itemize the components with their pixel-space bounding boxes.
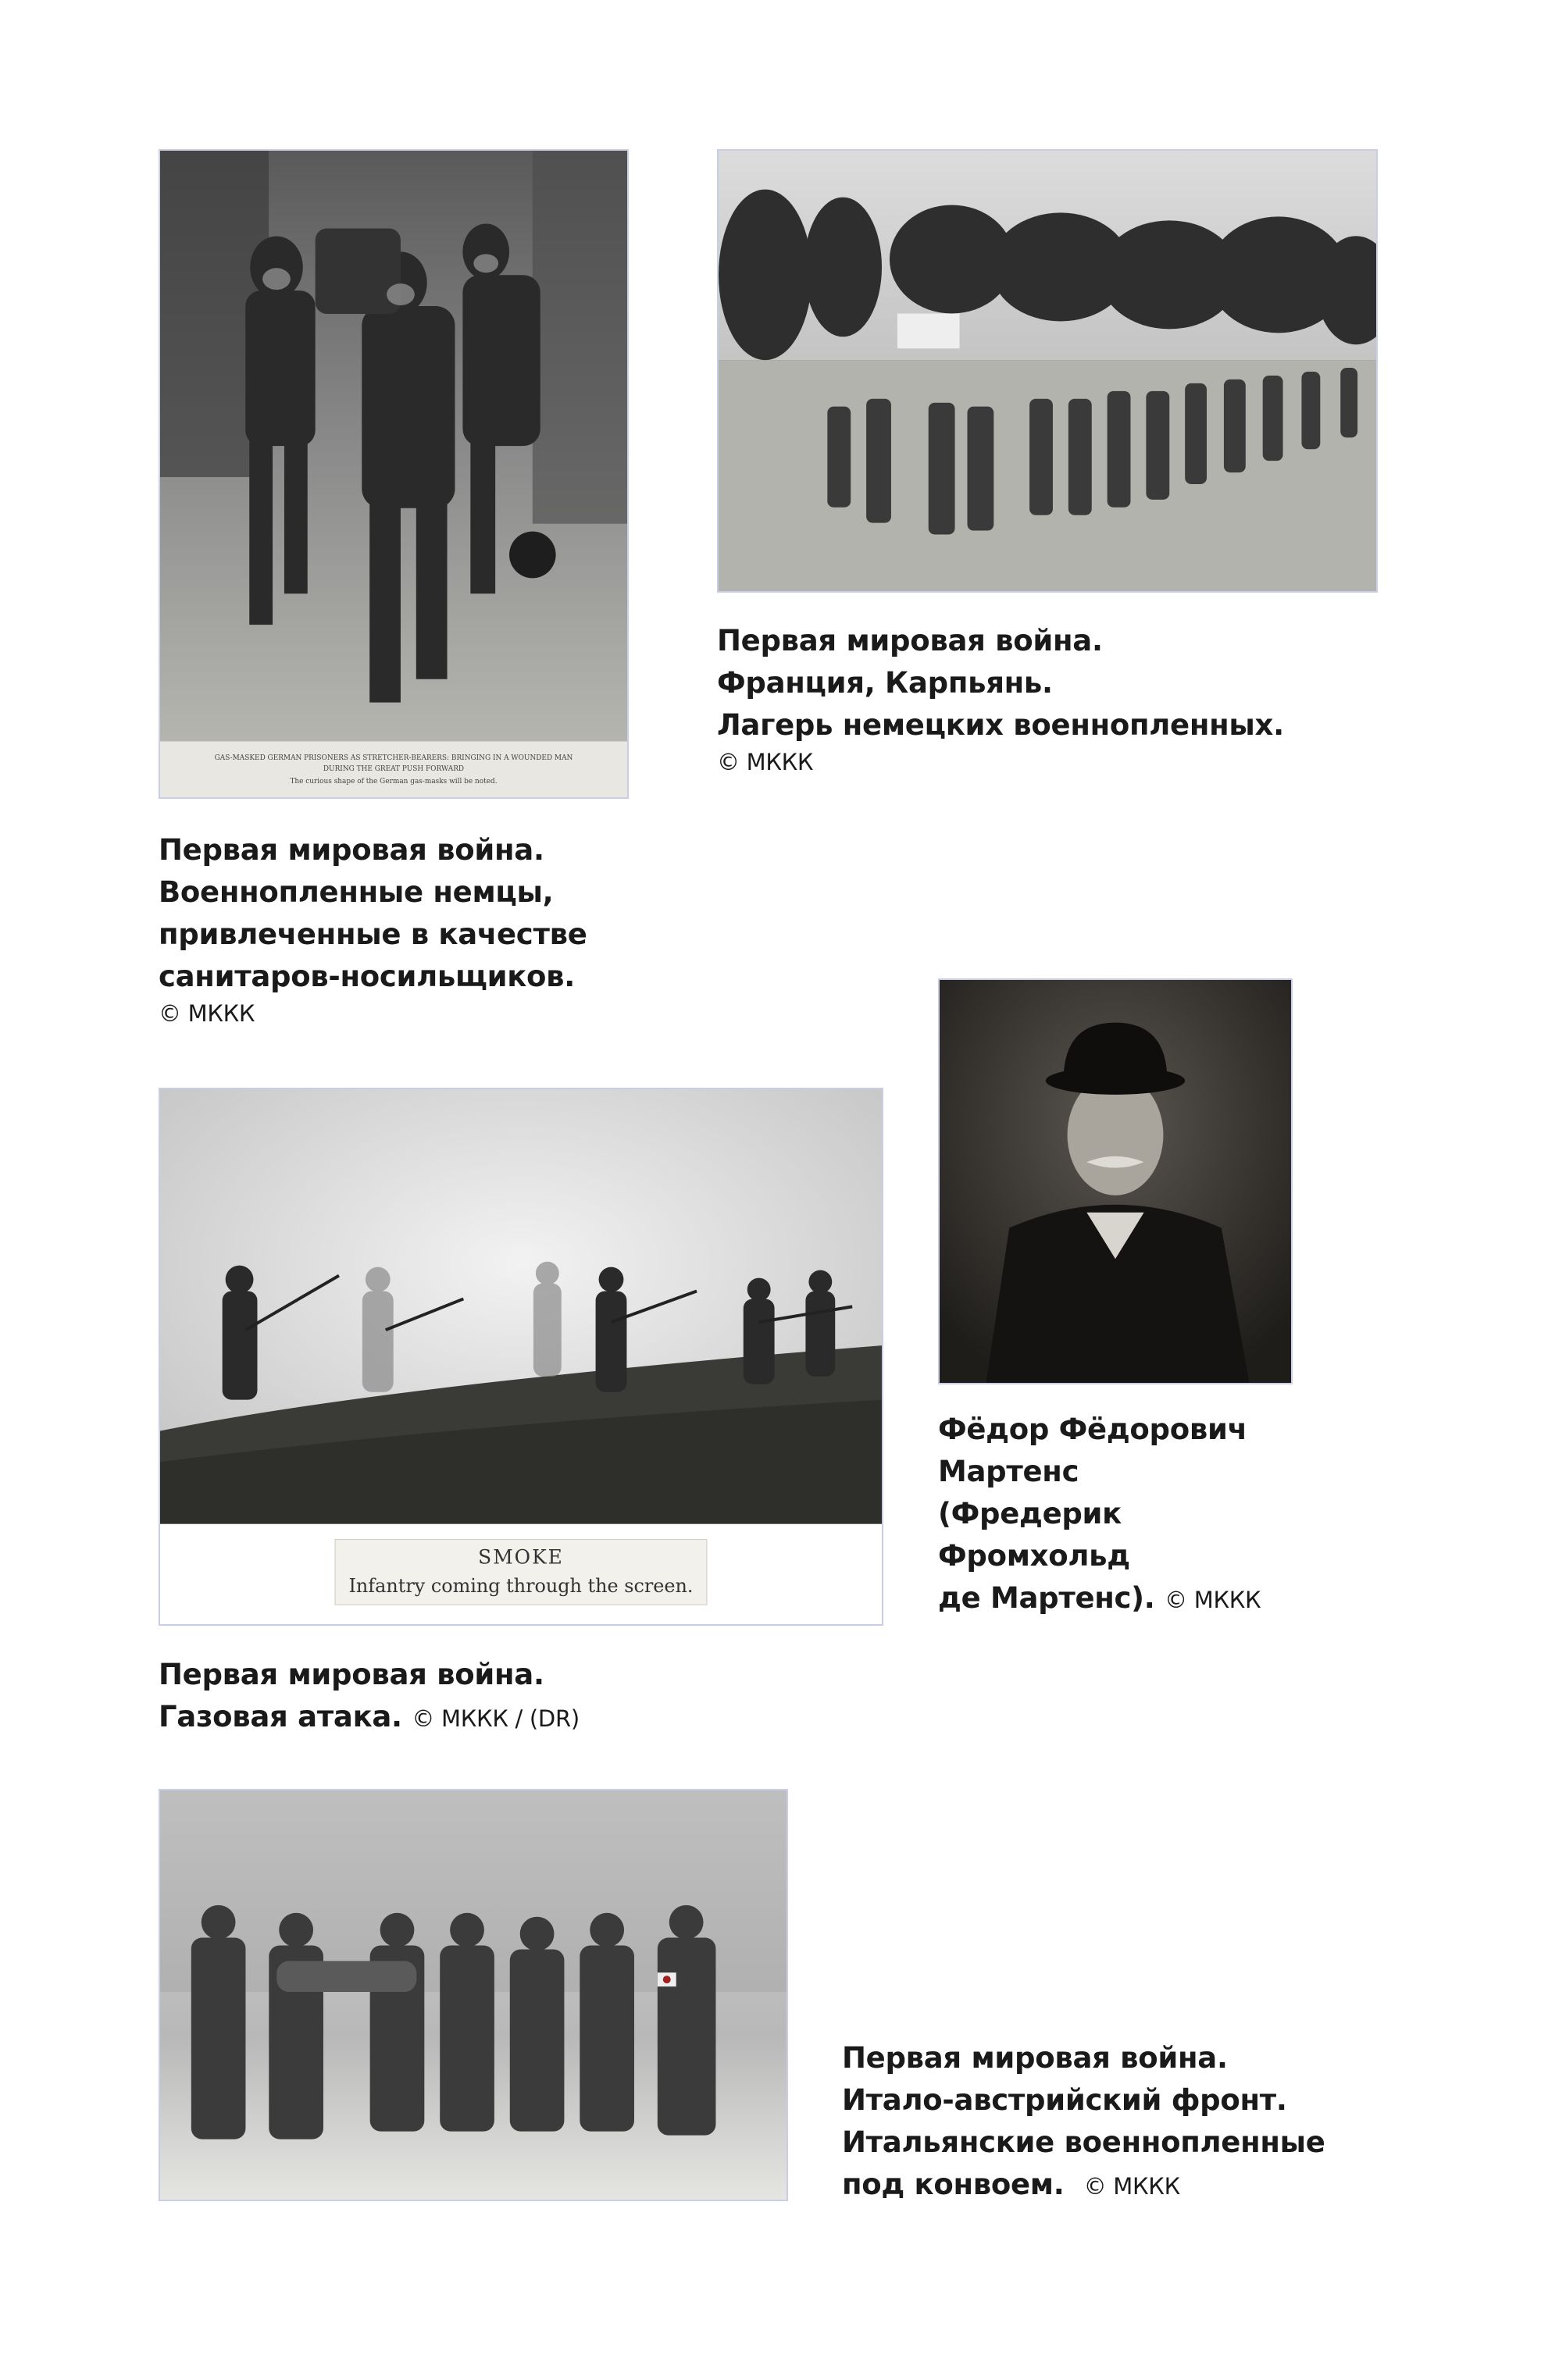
caption-last-line: де Мартенс). xyxy=(938,1581,1155,1615)
printed-caption-line2: DURING THE GREAT PUSH FORWARD xyxy=(323,765,465,774)
caption-credit: © МККК xyxy=(1165,1587,1261,1613)
caption-line: Мартенс xyxy=(938,1455,1079,1488)
photo-italian-prisoners xyxy=(159,1789,788,2201)
caption-credit: © МККК / (DR) xyxy=(412,1705,580,1732)
caption-credit: © МККК xyxy=(1083,2173,1180,2200)
caption-line: Франция, Карпьянь. xyxy=(717,666,1053,700)
caption-line-with-credit xyxy=(938,1577,1261,1621)
caption-line: привлеченные в качестве xyxy=(159,917,587,951)
photo-italian-prisoners-image xyxy=(160,1790,787,2200)
caption-line-with-credit xyxy=(842,2164,1325,2207)
printed-title-smoke: SMOKE xyxy=(478,1545,564,1569)
photo-gas-masked-prisoners xyxy=(159,149,629,799)
caption-credit: © МККК xyxy=(159,1000,255,1027)
photo-martens-portrait-image xyxy=(940,980,1291,1383)
caption-line: Фромхольд xyxy=(938,1539,1130,1573)
caption-line: Первая мировая война. xyxy=(159,833,544,867)
printed-caption-line1: GAS-MASKED GERMAN PRISONERS AS STRETCHER-BEARERS: BRINGING IN A WOUNDED MAN xyxy=(214,754,573,763)
caption-line: Итальянские военнопленные xyxy=(842,2125,1325,2159)
caption-line: санитаров-носильщиков. xyxy=(159,960,576,993)
caption-line: Первая мировая война. xyxy=(842,2041,1228,2075)
caption-line: Лагерь немецких военнопленных. xyxy=(717,708,1284,742)
caption-gas-masked-prisoners xyxy=(159,829,587,1029)
caption-line: Первая мировая война. xyxy=(159,1658,544,1691)
caption-last-line: Газовая атака. xyxy=(159,1700,402,1733)
photo-gas-attack-image xyxy=(160,1089,882,1624)
caption-martens xyxy=(938,1409,1261,1621)
caption-line: Первая мировая война. xyxy=(717,624,1103,657)
caption-italian-prisoners xyxy=(842,2037,1325,2207)
printed-subtitle-smoke: Infantry coming through the screen. xyxy=(348,1575,694,1598)
caption-credit: © МККК xyxy=(717,749,814,775)
photo-carpiagne-camp xyxy=(717,149,1378,593)
photo-gas-masked-prisoners-image xyxy=(160,151,627,797)
caption-line: Фёдор Фёдорович xyxy=(938,1413,1247,1446)
caption-line: Военнопленные немцы, xyxy=(159,875,554,909)
caption-last-line: под конвоем. xyxy=(842,2168,1065,2201)
caption-line-with-credit xyxy=(159,1696,580,1740)
printed-caption-line3: The curious shape of the German gas-masks will be noted. xyxy=(290,778,498,786)
caption-line: (Фредерик xyxy=(938,1497,1122,1530)
caption-gas-attack xyxy=(159,1654,580,1740)
photo-martens-portrait xyxy=(938,978,1293,1384)
photo-gas-attack xyxy=(159,1088,883,1626)
caption-carpiagne-camp xyxy=(717,620,1284,778)
photo-carpiagne-camp-image xyxy=(719,151,1376,591)
caption-line: Итало-австрийский фронт. xyxy=(842,2083,1287,2117)
